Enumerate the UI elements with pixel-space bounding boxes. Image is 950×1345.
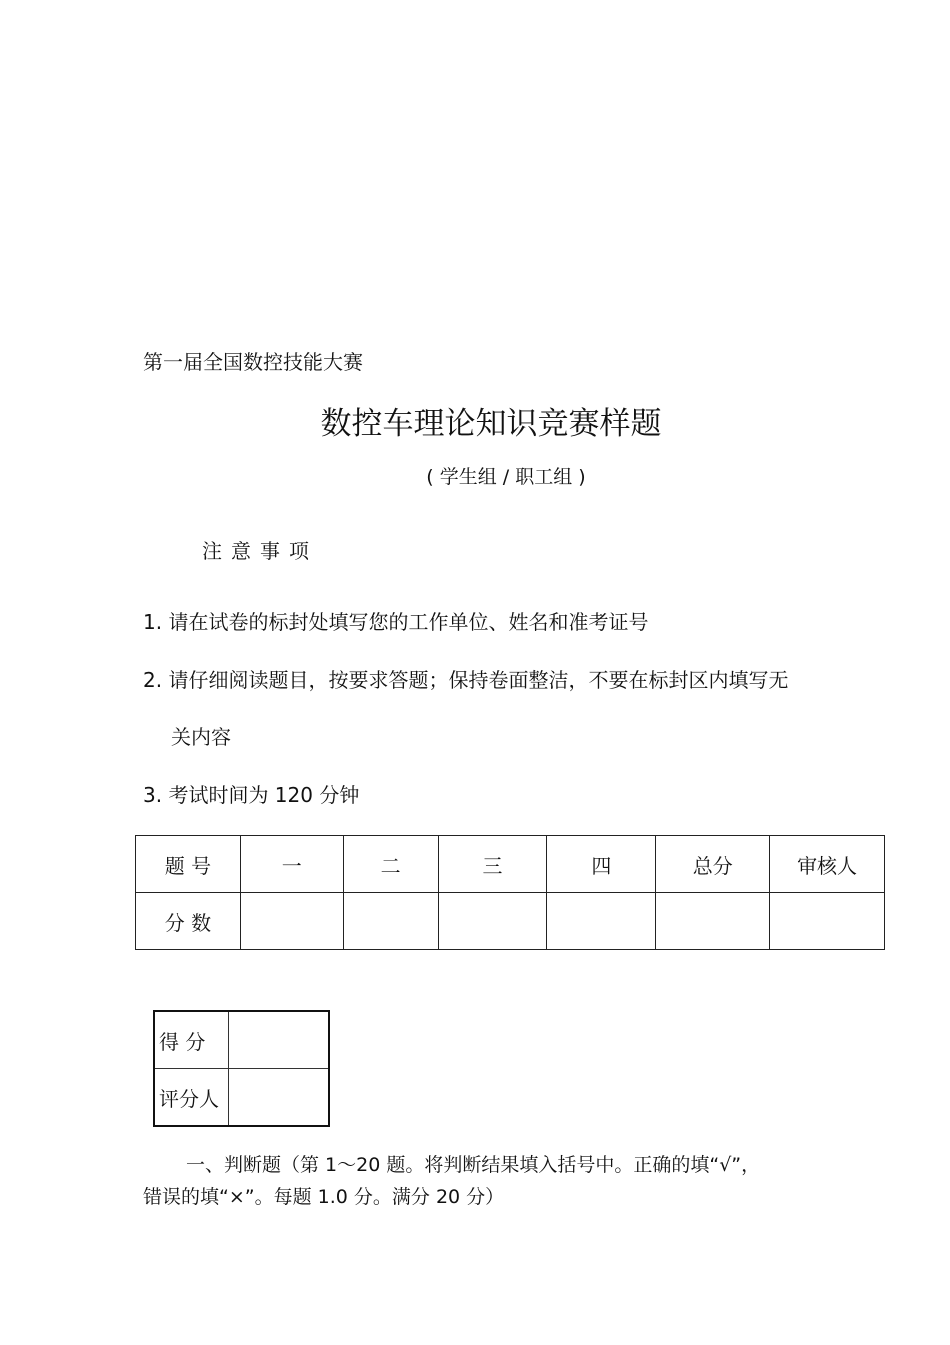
score-cell[interactable] [240,893,343,950]
score-cell[interactable] [547,893,656,950]
score-cell[interactable] [343,893,438,950]
header-cell: 一 [240,836,343,893]
exam-subtitle: ( 学生组 / 职工组 ) [426,466,586,488]
section-instructions-continuation: 错误的填“×”。每题 1.0 分。满分 20 分） [143,1186,505,1208]
score-entry-cell[interactable] [228,1011,329,1069]
header-cell: 三 [438,836,547,893]
table-row [154,1069,329,1127]
header-cell: 二 [343,836,438,893]
table-row [136,893,885,950]
score-summary-table [135,835,885,950]
exam-title: 数控车理论知识竞赛样题 [320,406,662,442]
score-cell[interactable] [770,893,885,950]
grader-table [153,1010,330,1127]
table-row [136,836,885,893]
grader-entry-cell[interactable] [228,1069,329,1127]
notice-heading: 注意事项 [202,539,318,563]
header-cell: 题 号 [136,836,241,893]
score-label-cell: 得 分 [154,1011,228,1069]
notice-item: 2. 请仔细阅读题目，按要求答题；保持卷面整洁，不要在标封区内填写无 [143,668,789,692]
contest-name: 第一届全国数控技能大赛 [143,350,363,374]
table-row [154,1011,329,1069]
header-cell: 审核人 [770,836,885,893]
section-instructions: 一、判断题（第 1～20 题。将判断结果填入括号中。正确的填“√”， [186,1154,761,1176]
header-cell: 四 [547,836,656,893]
notice-item-continuation: 关内容 [171,725,231,749]
score-cell[interactable] [438,893,547,950]
header-cell: 总分 [656,836,770,893]
score-cell[interactable] [656,893,770,950]
row-label-cell: 分 数 [136,893,241,950]
notice-item: 3. 考试时间为 120 分钟 [143,783,360,807]
grader-label-cell: 评分人 [154,1069,228,1127]
notice-item: 1. 请在试卷的标封处填写您的工作单位、姓名和准考证号 [143,610,649,634]
